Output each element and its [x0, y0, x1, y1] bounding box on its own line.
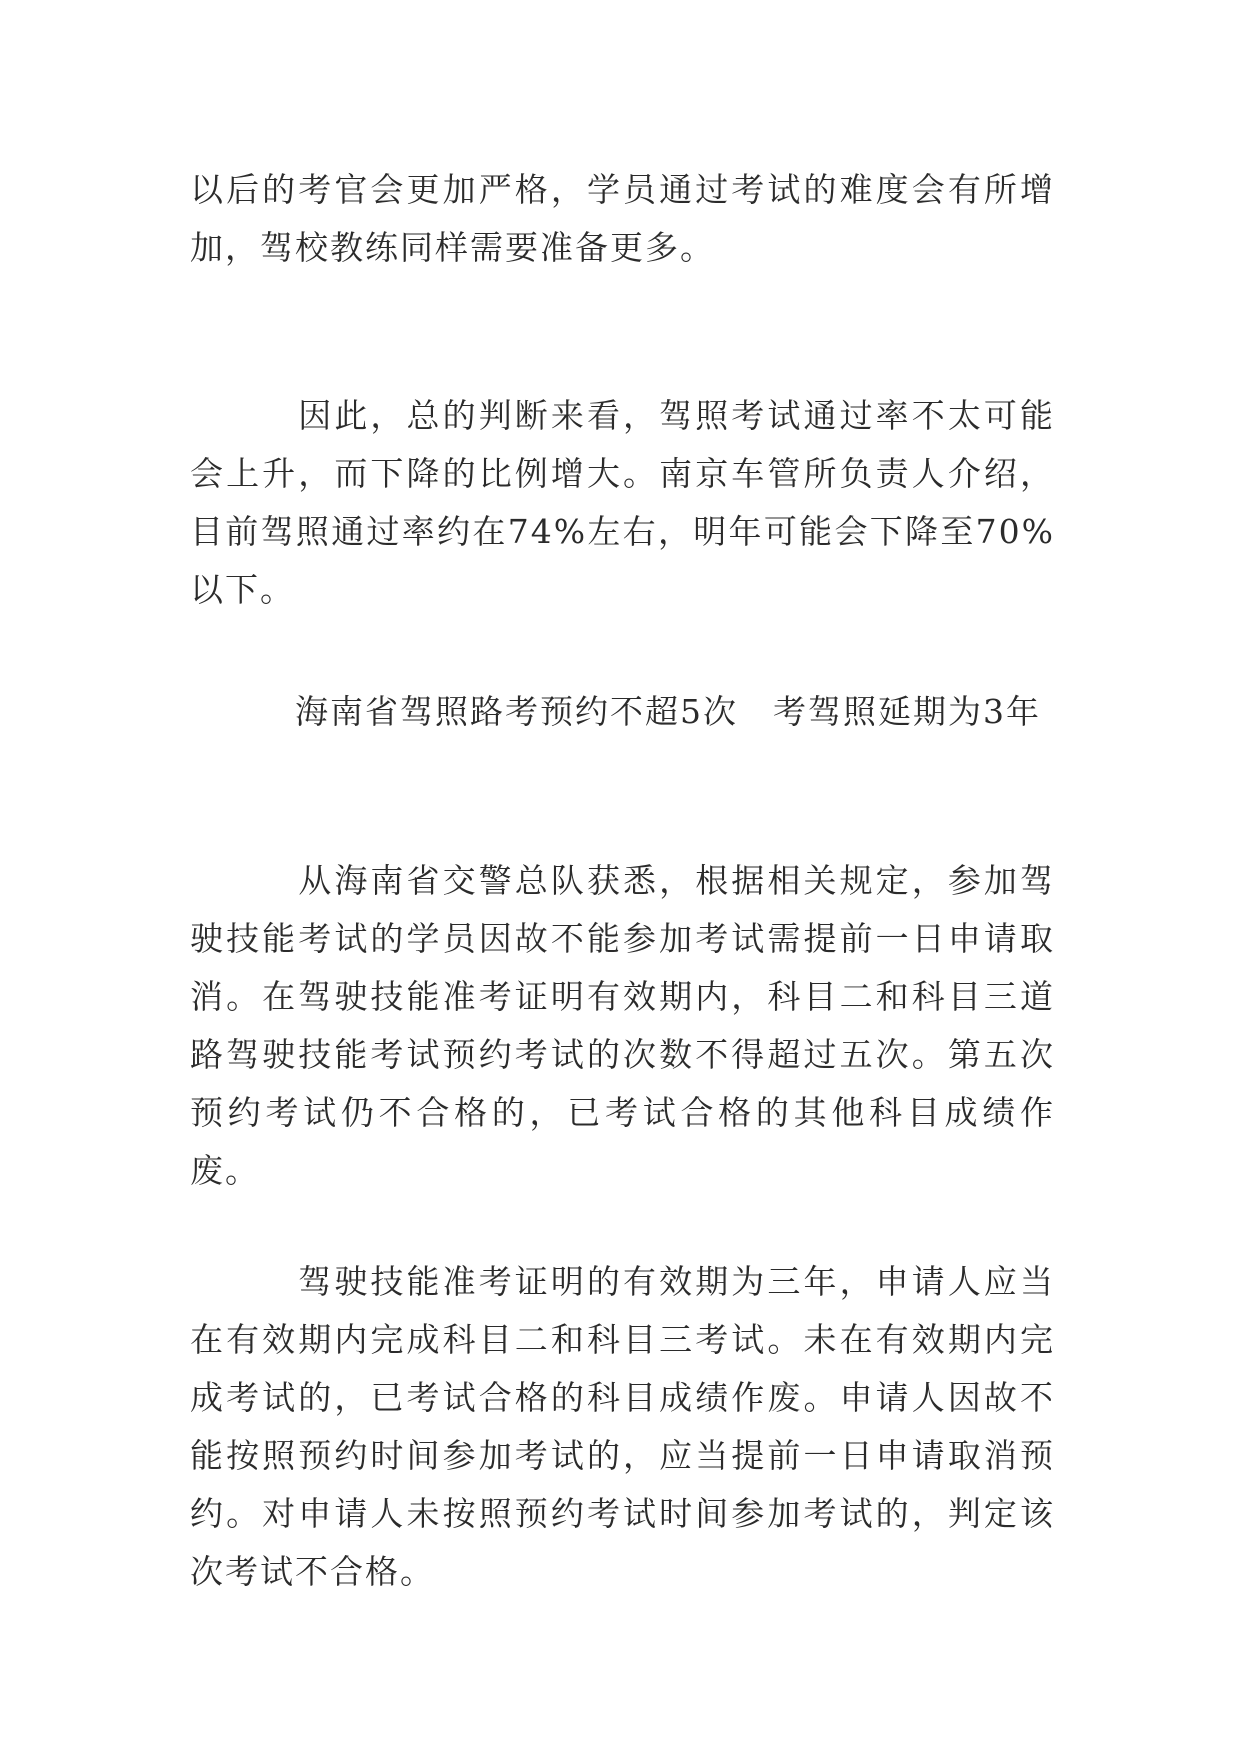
paragraph-exam-difficulty: 以后的考官会更加严格，学员通过考试的难度会有所增加，驾校教练同样需要准备更多。	[190, 170, 1055, 267]
paragraph-hainan-booking-rule: 从海南省交警总队获悉，根据相关规定，参加驾驶技能考试的学员因故不能参加考试需提前一日申请取消。在驾驶技能准考证明有效期内，科目二和科目三道路驾驶技能考试预约考试的次数不得超过五次。第五次预约考试仍不合格的，已考试合格的其他科目成绩作废。	[190, 861, 1055, 1190]
section-heading-hainan: 海南省驾照路考预约不超5次 考驾照延期为3年	[190, 692, 1041, 731]
paragraph-pass-rate: 因此，总的判断来看，驾照考试通过率不太可能会上升，而下降的比例增大。南京车管所负责人介绍，目前驾照通过率约在74%左右，明年可能会下降至70%以下。	[190, 396, 1055, 609]
paragraph-permit-validity: 驾驶技能准考证明的有效期为三年，申请人应当在有效期内完成科目二和科目三考试。未在有效期内完成考试的，已考试合格的科目成绩作废。申请人因故不能按照预约时间参加考试的，应当提前一日申请取消预约。对申请人未按照预约考试时间参加考试的，判定该次考试不合格。	[190, 1262, 1055, 1591]
